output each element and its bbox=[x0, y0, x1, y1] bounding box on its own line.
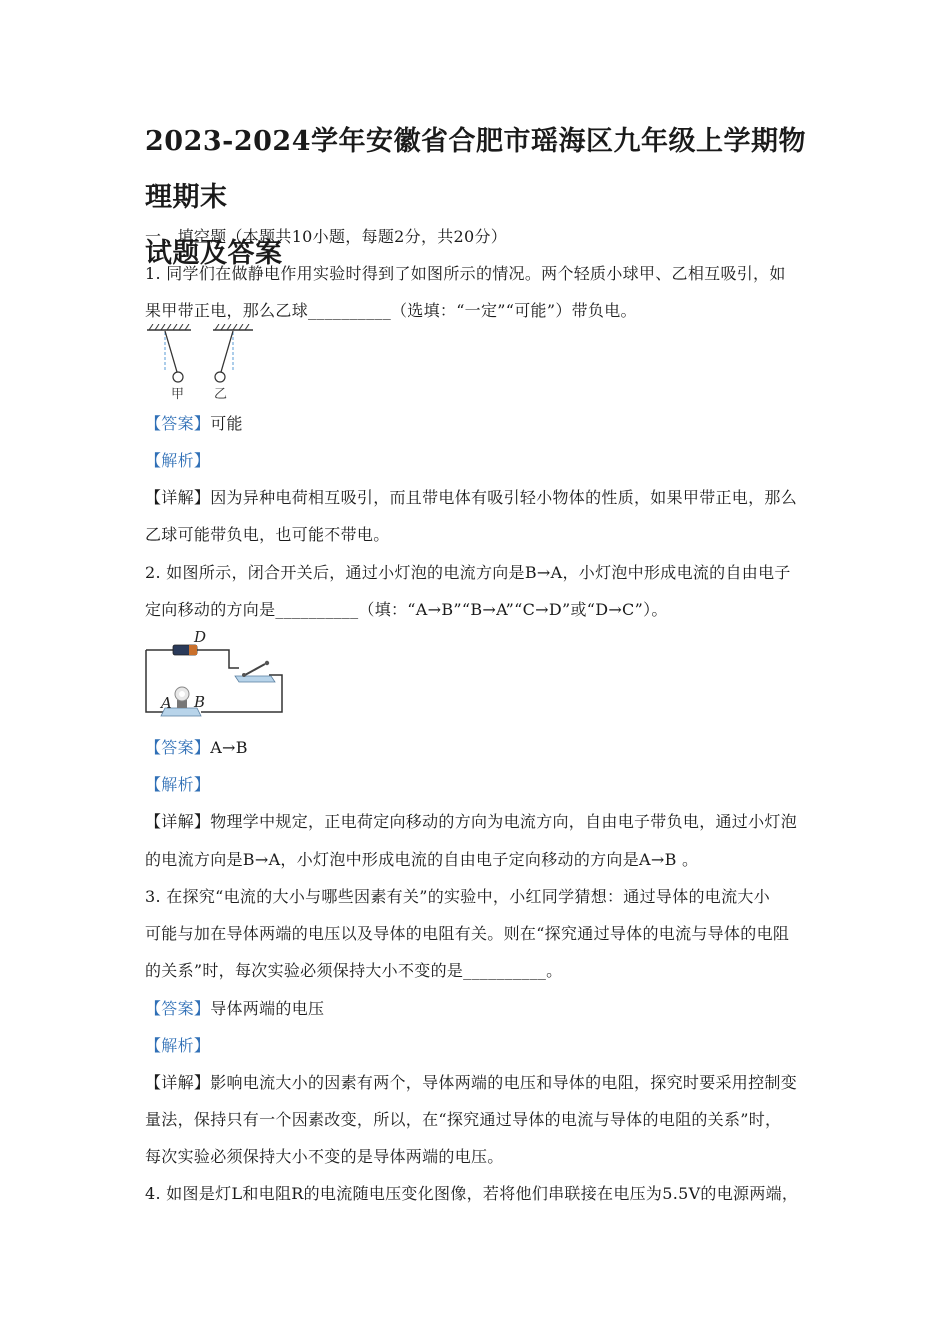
q3-analysis-tag: 【解析】 bbox=[145, 1036, 211, 1055]
q1-label-yi: 乙 bbox=[214, 387, 228, 402]
q1-text-line-2: 果甲带正电，那么乙球__________（选填：“一定”“可能”）带负电。 bbox=[145, 301, 637, 320]
title-line-1: 2023-2024学年安徽省合肥市瑶海区九年级上学期物理期末 bbox=[145, 126, 806, 213]
q1-pendulum-figure bbox=[145, 324, 257, 404]
q2-text-line-2: 定向移动的方向是__________（填：“A→B”“B→A”“C→D”或“D→C”）。 bbox=[145, 600, 668, 619]
q1-analysis-tag: 【解析】 bbox=[145, 451, 211, 470]
q2-label-d: D bbox=[194, 628, 207, 646]
detail-tag: 【详解】 bbox=[145, 1073, 211, 1092]
answer-tag: 【答案】 bbox=[145, 738, 211, 757]
document-title bbox=[145, 114, 810, 282]
q1-detail-text-1: 因为异种电荷相互吸引，而且带电体有吸引轻小物体的性质，如果甲带正电，那么 bbox=[210, 488, 798, 507]
q3-text-line-2: 可能与加在导体两端的电压以及导体的电阻有关。则在“探究通过导体的电流与导体的电阻 bbox=[145, 924, 790, 943]
q1-text-line-1: 1. 同学们在做静电作用实验时得到了如图所示的情况。两个轻质小球甲、乙相互吸引，如 bbox=[145, 264, 786, 283]
q4-text-line-1: 4. 如图是灯L和电阻R的电流随电压变化图像，若将他们串联接在电压为5.5V的电源两端， bbox=[145, 1184, 799, 1203]
q2-text-line-1: 2. 如图所示，闭合开关后，通过小灯泡的电流方向是B→A，小灯泡中形成电流的自由电子 bbox=[145, 563, 791, 582]
q2-answer bbox=[145, 735, 815, 758]
q1-detail-line-1 bbox=[145, 485, 815, 508]
q2-label-b: B bbox=[194, 693, 206, 711]
q3-detail-line-2: 量法，保持只有一个因素改变，所以，在“探究通过导体的电流与导体的电阻的关系”时， bbox=[145, 1110, 782, 1129]
q1-answer bbox=[145, 411, 815, 434]
answer-tag: 【答案】 bbox=[145, 999, 211, 1018]
q1-answer-value: 可能 bbox=[210, 414, 243, 433]
q3-detail-line-3: 每次实验必须保持大小不变的是导体两端的电压。 bbox=[145, 1147, 504, 1166]
q3-answer bbox=[145, 996, 815, 1019]
title-line-2: 试题及答案 bbox=[145, 238, 283, 269]
q3-text-line-1: 3. 在探究“电流的大小与哪些因素有关”的实验中，小红同学猜想：通过导体的电流大小 bbox=[145, 887, 771, 906]
q1-detail-line-2: 乙球可能带负电，也可能不带电。 bbox=[145, 525, 390, 544]
q1-label-jia: 甲 bbox=[171, 387, 185, 402]
q2-detail-line-2: 的电流方向是B→A，小灯泡中形成电流的自由电子定向移动的方向是A→B 。 bbox=[145, 850, 699, 869]
q2-detail-text-1: 物理学中规定，正电荷定向移动的方向为电流方向，自由电子带负电，通过小灯泡 bbox=[210, 812, 798, 831]
q2-answer-value: A→B bbox=[210, 738, 248, 757]
q2-label-a: A bbox=[161, 694, 172, 712]
q2-circuit-figure bbox=[143, 628, 288, 720]
q3-detail-text-1: 影响电流大小的因素有两个，导体两端的电压和导体的电阻，探究时要采用控制变 bbox=[210, 1073, 798, 1092]
q2-analysis-tag: 【解析】 bbox=[145, 775, 211, 794]
detail-tag: 【详解】 bbox=[145, 488, 211, 507]
q2-detail-line-1 bbox=[145, 809, 815, 832]
answer-tag: 【答案】 bbox=[145, 414, 211, 433]
section-heading: 一、填空题（本题共10小题，每题2分，共20分） bbox=[145, 227, 508, 246]
q3-detail-line-1 bbox=[145, 1070, 815, 1093]
q3-text-line-3: 的关系”时，每次实验必须保持大小不变的是__________。 bbox=[145, 961, 563, 980]
detail-tag: 【详解】 bbox=[145, 812, 211, 831]
q3-answer-value: 导体两端的电压 bbox=[210, 999, 325, 1018]
